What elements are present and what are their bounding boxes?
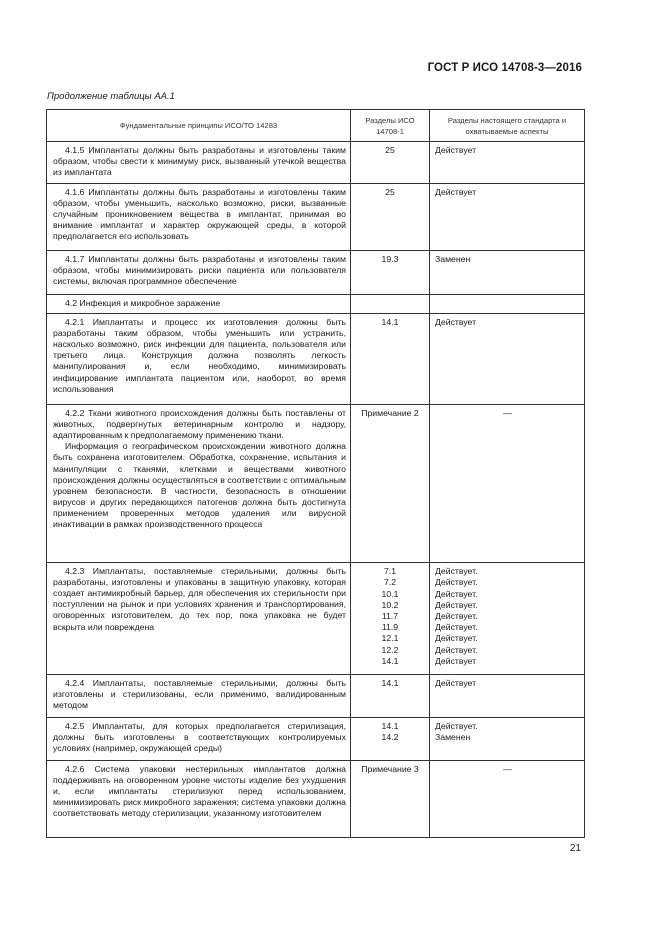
table-row bbox=[47, 184, 585, 251]
table-header-row bbox=[47, 110, 585, 142]
table-row bbox=[47, 295, 585, 314]
status-cell bbox=[430, 405, 585, 563]
iso-section-cell: Примечание 2 bbox=[351, 405, 430, 563]
status-cell: Действует bbox=[430, 142, 585, 184]
status-cell bbox=[430, 761, 585, 838]
iso-section-cell: 7.1 7.2 10.1 10.2 11.7 11.9 12.1 12.2 14.1 bbox=[351, 563, 430, 675]
principle-cell: 4.1.7 Имплантаты должны быть разработаны и изготовлены таким образом, чтобы минимизировать риски пациента или пользователя системы, включая программное обеспечение bbox=[47, 251, 351, 295]
principle-cell: 4.2.1 Имплантаты и процесс их изготовления должны быть разработаны таким образом, чтобы уменьшить или устранить, насколько возможно, риск инфекции для пациента, пользователя или третьего лица. Конструкция должна позволять легкость манипулирования и, если необходимо, минимизировать инфицирование имплантата пациентом или, наоборот, во время использования bbox=[47, 314, 351, 405]
status-cell: Заменен bbox=[430, 251, 585, 295]
iso-section-cell: 14.1 bbox=[351, 675, 430, 718]
iso-section-cell bbox=[351, 295, 430, 314]
column-header-iso-sections: Разделы ИСО 14708-1 bbox=[351, 110, 430, 142]
page-number: 21 bbox=[569, 843, 581, 854]
principle-cell: 4.2.3 Имплантаты, поставляемые стерильными, должны быть разработаны, изготовлены и упакованы в защитную упаковку, которая создает антимикробный барьер, для обеспечения их стерильности при поступлении на рынок и при условиях хранения и транспортирования, оговоренных изготовителем, до тех пор, пока упаковка не будет вскрыта или повреждена bbox=[47, 563, 351, 675]
principle-cell: 4.2.4 Имплантаты, поставляемые стерильными, должны быть изготовлены и стерилизованы, если применимо, валидированным методом bbox=[47, 675, 351, 718]
status-cell: Действует bbox=[430, 314, 585, 405]
principle-paragraph: Информация о географическом происхождении животного должна быть сохранена изготовителем. Обработка, сохранение, испытания и манипуляции с тканями, клетками и веществами животного происхождения должны осуществляться в соответствии с оптимальным уровнем безопасности. В частности, безопасность в отношении вирусов и других передающихся патогенов должна быть достигнута применением проверенных методов удаления или вирусной инактивации в рамках производственного процесса bbox=[53, 441, 346, 530]
principles-table bbox=[46, 109, 585, 838]
status-cell: Действует. Действует. Действует. Действует. Действует. Действует. Действует. Действует. Действует bbox=[430, 563, 585, 675]
iso-section-cell: Примечание 3 bbox=[351, 761, 430, 838]
principle-cell: 4.2.6 Система упаковки нестерильных имплантатов должна поддерживать на оговоренном уровне чистоты изделие без ухудшения и, если имплантаты стерилизуют перед использованием, минимизировать риск микробного заражения; система упаковки должна соответствовать методу стерилизации, указанному изготовителем bbox=[47, 761, 351, 838]
table-row bbox=[47, 314, 585, 405]
principle-paragraph: 4.2.2 Ткани животного происхождения должны быть поставлены от животных, подвергнутых ветеринарным контролю и надзору, адаптированным к предполагаемому применению ткани. bbox=[53, 408, 346, 441]
table-row bbox=[47, 718, 585, 761]
status-cell: Действует bbox=[430, 675, 585, 718]
iso-section-cell: 14.1 bbox=[351, 314, 430, 405]
table-caption: Продолжение таблицы АА.1 bbox=[47, 91, 175, 102]
column-header-standard-sections: Разделы настоящего стандарта и охватываемые аспекты bbox=[430, 110, 585, 142]
status-cell: Действует. Заменен bbox=[430, 718, 585, 761]
status-cell: Действует bbox=[430, 184, 585, 251]
column-header-principles: Фундаментальные принципы ИСО/ТО 14283 bbox=[47, 110, 351, 142]
principle-cell bbox=[47, 405, 351, 563]
table-row bbox=[47, 563, 585, 675]
document-code: ГОСТ Р ИСО 14708-3—2016 bbox=[427, 62, 582, 74]
status-cell bbox=[430, 295, 585, 314]
section-heading-cell: 4.2 Инфекция и микробное заражение bbox=[47, 295, 351, 314]
table-row bbox=[47, 675, 585, 718]
status-dash: — bbox=[503, 408, 512, 419]
principle-cell: 4.2.5 Имплантаты, для которых предполагается стерилизация, должны быть изготовлены в соответствующих контролируемых условиях (например, окружающей среды) bbox=[47, 718, 351, 761]
principle-cell: 4.1.5 Имплантаты должны быть разработаны и изготовлены таким образом, чтобы свести к минимуму риск, вызванный утечкой вещества из имплантата bbox=[47, 142, 351, 184]
table-row bbox=[47, 251, 585, 295]
iso-section-cell: 19.3 bbox=[351, 251, 430, 295]
iso-section-cell: 25 bbox=[351, 184, 430, 251]
iso-section-cell: 14.1 14.2 bbox=[351, 718, 430, 761]
status-dash: — bbox=[503, 764, 512, 775]
principle-cell: 4.1.6 Имплантаты должны быть разработаны и изготовлены таким образом, чтобы уменьшить, насколько возможно, риски, вызванные случайным проникновением вещества в имплантат, принимая во внимание имплантат и характер окружающей среды, в которой предполагается его использовать bbox=[47, 184, 351, 251]
iso-section-cell: 25 bbox=[351, 142, 430, 184]
table-row bbox=[47, 405, 585, 563]
table-row bbox=[47, 761, 585, 838]
table-row bbox=[47, 142, 585, 184]
